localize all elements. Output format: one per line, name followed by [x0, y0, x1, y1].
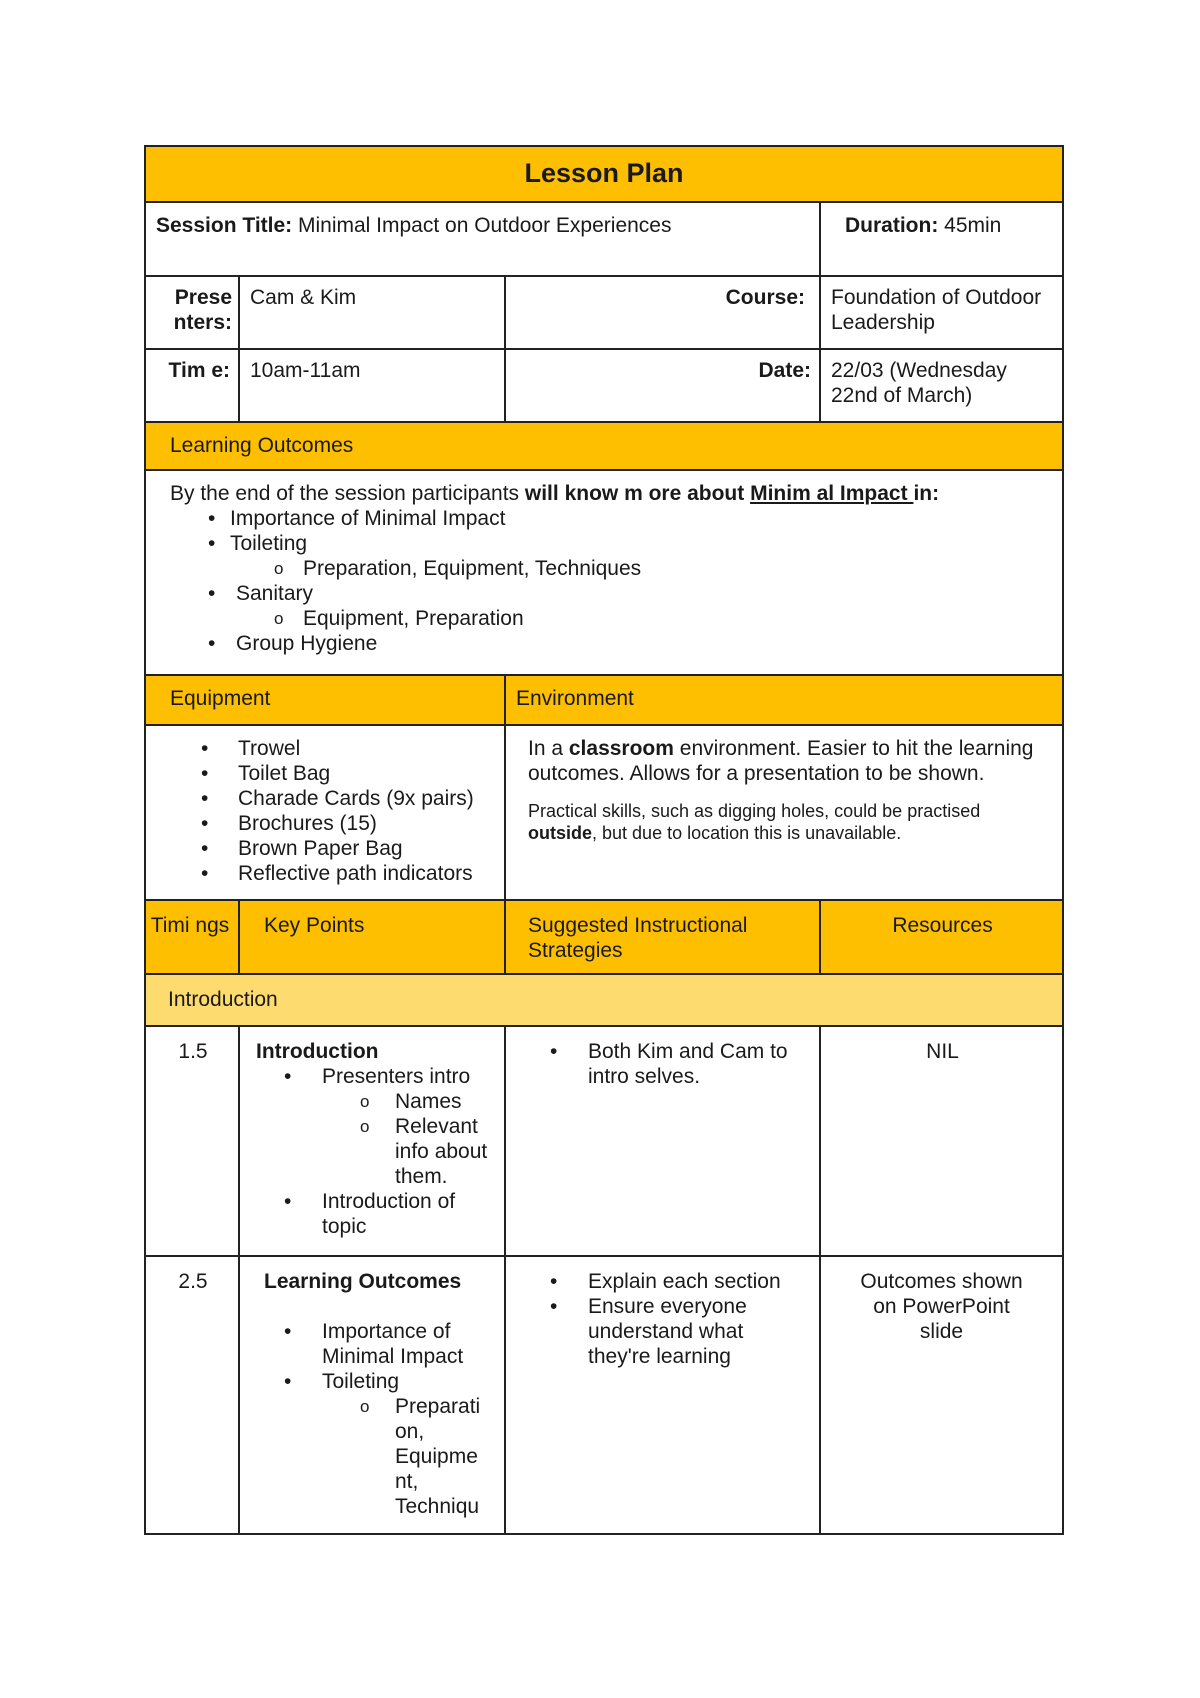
equipment-body	[145, 725, 505, 900]
list-item: • Sanitary	[148, 581, 1054, 606]
lo-intro-end: in:	[913, 482, 940, 505]
list-item: • Introduction of topic	[240, 1189, 496, 1239]
row1-kp-title: Introduction	[256, 1040, 379, 1063]
row2-key-points	[239, 1256, 505, 1534]
environment-header: Environment	[505, 675, 1063, 725]
list-item: • Importance of Minimal Impact	[240, 1319, 496, 1369]
list-item: o Preparati on, Equipme nt, Techniqu	[240, 1394, 496, 1519]
equipment-header: Equipment	[145, 675, 505, 725]
title-header	[145, 146, 1063, 202]
list-item: • Reflective path indicators	[156, 861, 496, 886]
date-value: 22/03 (Wednesday 22nd of March)	[820, 349, 1063, 422]
lo-intro-text: By the end of the session participants	[170, 482, 525, 505]
learning-outcomes-list	[148, 506, 1054, 656]
list-item: o Preparation, Equipment, Techniques	[148, 556, 1054, 581]
course-label-cell	[505, 276, 820, 349]
row2-strategies	[505, 1256, 820, 1534]
list-item: • Importance of Minimal Impact	[148, 506, 1054, 531]
course-label: Course:	[725, 286, 805, 309]
list-item: • Brown Paper Bag	[156, 836, 496, 861]
row2-timing: 2.5	[145, 1256, 239, 1534]
duration-value: 45min	[938, 214, 1002, 237]
row2-kp-title: Learning Outcomes	[264, 1270, 462, 1293]
duration-label: Duration:	[845, 214, 939, 237]
time-label-cell	[145, 349, 239, 422]
learning-outcomes-intro	[170, 481, 1054, 506]
time-value: 10am-11am	[239, 349, 505, 422]
row1-kp-list	[240, 1064, 496, 1239]
col-timings: Timi ngs	[145, 900, 239, 974]
row1-key-points	[239, 1026, 505, 1256]
col-strategies: Suggested Instructional Strategies	[505, 900, 820, 974]
duration-cell	[820, 202, 1063, 276]
lesson-plan-table	[144, 145, 1064, 1535]
lo-intro-bold: will know m ore about	[524, 482, 751, 505]
equipment-list	[156, 736, 496, 886]
env-text: , but due to location this is unavailable.	[592, 823, 902, 843]
row2-resources: Outcomes shown on PowerPoint slide	[820, 1256, 1063, 1534]
list-item: o Equipment, Preparation	[148, 606, 1054, 631]
date-label: Date:	[758, 359, 811, 382]
list-item: • Trowel	[156, 736, 496, 761]
list-item: • Toilet Bag	[156, 761, 496, 786]
env-text: In a	[528, 737, 569, 760]
presenters-value: Cam & Kim	[239, 276, 505, 349]
session-title-cell	[145, 202, 820, 276]
list-item: • Presenters intro	[240, 1064, 496, 1089]
env-text: Practical skills, such as digging holes, could be practised	[528, 801, 981, 821]
list-item: o Relevant info about them.	[240, 1114, 496, 1189]
session-title-label: Session Title:	[156, 214, 293, 237]
row1-timing: 1.5	[145, 1026, 239, 1256]
list-item: o Names	[240, 1089, 496, 1114]
row2-kp-list	[240, 1319, 496, 1519]
col-resources: Resources	[820, 900, 1063, 974]
lo-intro-underline: Minim al Impact	[750, 482, 914, 505]
list-item: • Group Hygiene	[148, 631, 1054, 656]
list-item: • Both Kim and Cam to intro selves.	[506, 1039, 789, 1089]
list-item: • Toileting	[240, 1369, 496, 1394]
row1-resources: NIL	[820, 1026, 1063, 1256]
environment-paragraph-2	[528, 800, 1042, 844]
presenters-label: Prese nters:	[173, 286, 232, 334]
list-item: • Ensure everyone understand what they're learning	[506, 1294, 799, 1369]
env-bold: outside	[528, 823, 593, 843]
list-item: • Toileting	[148, 531, 1054, 556]
course-value: Foundation of Outdoor Leadership	[820, 276, 1063, 349]
list-item: • Brochures (15)	[156, 811, 496, 836]
row1-strategy-list	[506, 1039, 789, 1089]
list-item: • Explain each section	[506, 1269, 799, 1294]
session-title-value: Minimal Impact on Outdoor Experiences	[292, 214, 672, 237]
learning-outcomes-body	[145, 470, 1063, 675]
time-label: Tim e:	[168, 359, 230, 382]
row2-strategy-list	[506, 1269, 799, 1369]
environment-paragraph-1	[528, 736, 1042, 786]
col-key-points: Key Points	[239, 900, 505, 974]
environment-body	[505, 725, 1063, 900]
env-text: environment. Easier to hit the learning outcomes. Allows for a presentation to be shown.	[528, 737, 1034, 785]
learning-outcomes-header: Learning Outcomes	[145, 422, 1063, 470]
presenters-label-cell	[145, 276, 239, 349]
row1-strategies	[505, 1026, 820, 1256]
section-introduction: Introduction	[145, 974, 1063, 1026]
list-item: • Charade Cards (9x pairs)	[156, 786, 496, 811]
date-label-cell	[505, 349, 820, 422]
page-title: Lesson Plan	[524, 157, 684, 188]
env-bold: classroom	[568, 737, 674, 760]
